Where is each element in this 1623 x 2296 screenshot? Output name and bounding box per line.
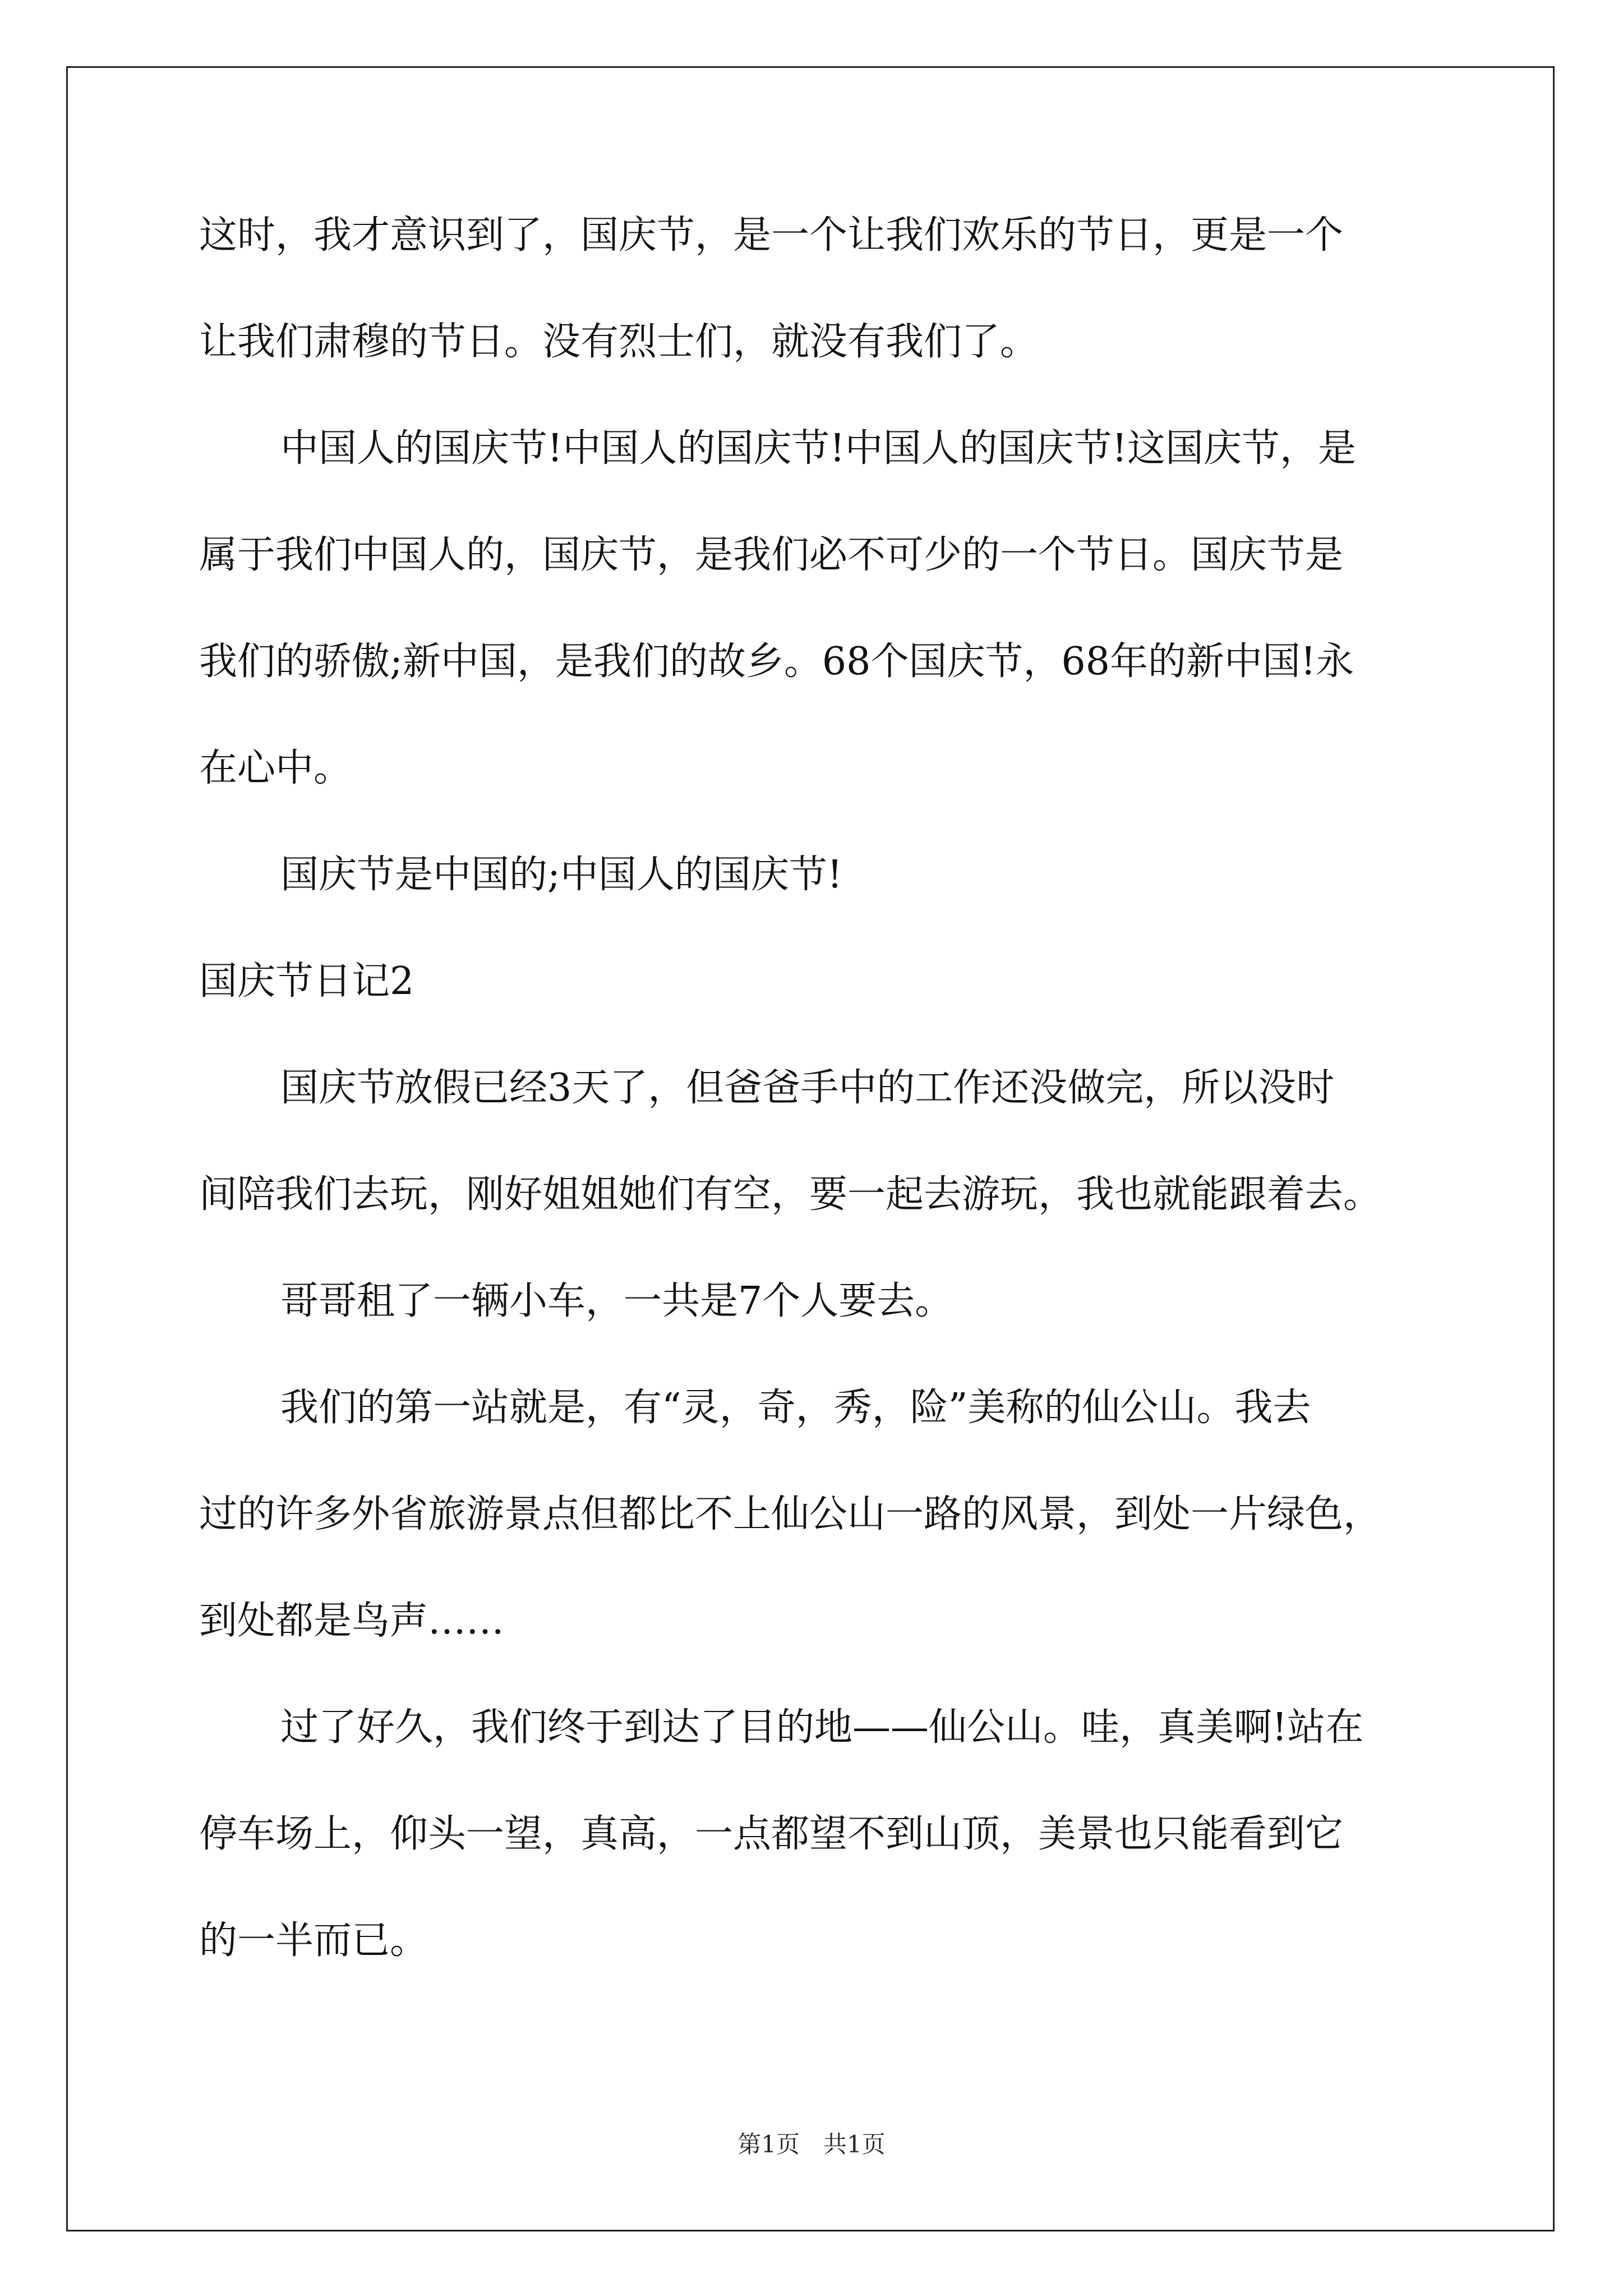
section-heading: 国庆节日记2 xyxy=(199,959,414,1004)
text-line: 的一半而已。 xyxy=(199,1918,428,1963)
text-line: 在心中。 xyxy=(199,746,352,790)
text-line: 到处都是鸟声…… xyxy=(199,1599,505,1643)
text-line: 我们的第一站就是，有“灵，奇，秀，险”美称的仙公山。我去 xyxy=(280,1386,1311,1430)
text-line: 属于我们中国人的，国庆节，是我们必不可少的一个节日。国庆节是 xyxy=(199,533,1344,577)
text-line: 过了好久，我们终于到达了目的地——仙公山。哇，真美啊!站在 xyxy=(280,1705,1364,1750)
text-line: 中国人的国庆节!中国人的国庆节!中国人的国庆节!这国庆节，是 xyxy=(280,426,1356,471)
page-footer: 第1页 共1页 xyxy=(737,2131,886,2158)
text-line: 国庆节放假已经3天了，但爸爸手中的工作还没做完，所以没时 xyxy=(280,1066,1335,1110)
text-line: 哥哥租了一辆小车，一共是7个人要去。 xyxy=(280,1279,953,1323)
text-line: 我们的骄傲;新中国，是我们的故乡。68个国庆节，68年的新中国!永 xyxy=(199,639,1354,684)
text-line: 过的许多外省旅游景点但都比不上仙公山一路的风景，到处一片绿色， xyxy=(199,1492,1382,1536)
document-body xyxy=(199,208,1427,2019)
text-line: 让我们肃穆的节日。没有烈士们，就没有我们了。 xyxy=(199,320,1039,364)
text-line: 国庆节是中国的;中国人的国庆节! xyxy=(280,853,843,897)
text-line: 间陪我们去玩，刚好姐姐她们有空，要一起去游玩，我也就能跟着去。 xyxy=(199,1172,1382,1217)
text-line: 停车场上，仰头一望，真高，一点都望不到山顶，美景也只能看到它 xyxy=(199,1812,1344,1856)
text-line: 这时，我才意识到了，国庆节，是一个让我们欢乐的节日，更是一个 xyxy=(199,213,1344,257)
